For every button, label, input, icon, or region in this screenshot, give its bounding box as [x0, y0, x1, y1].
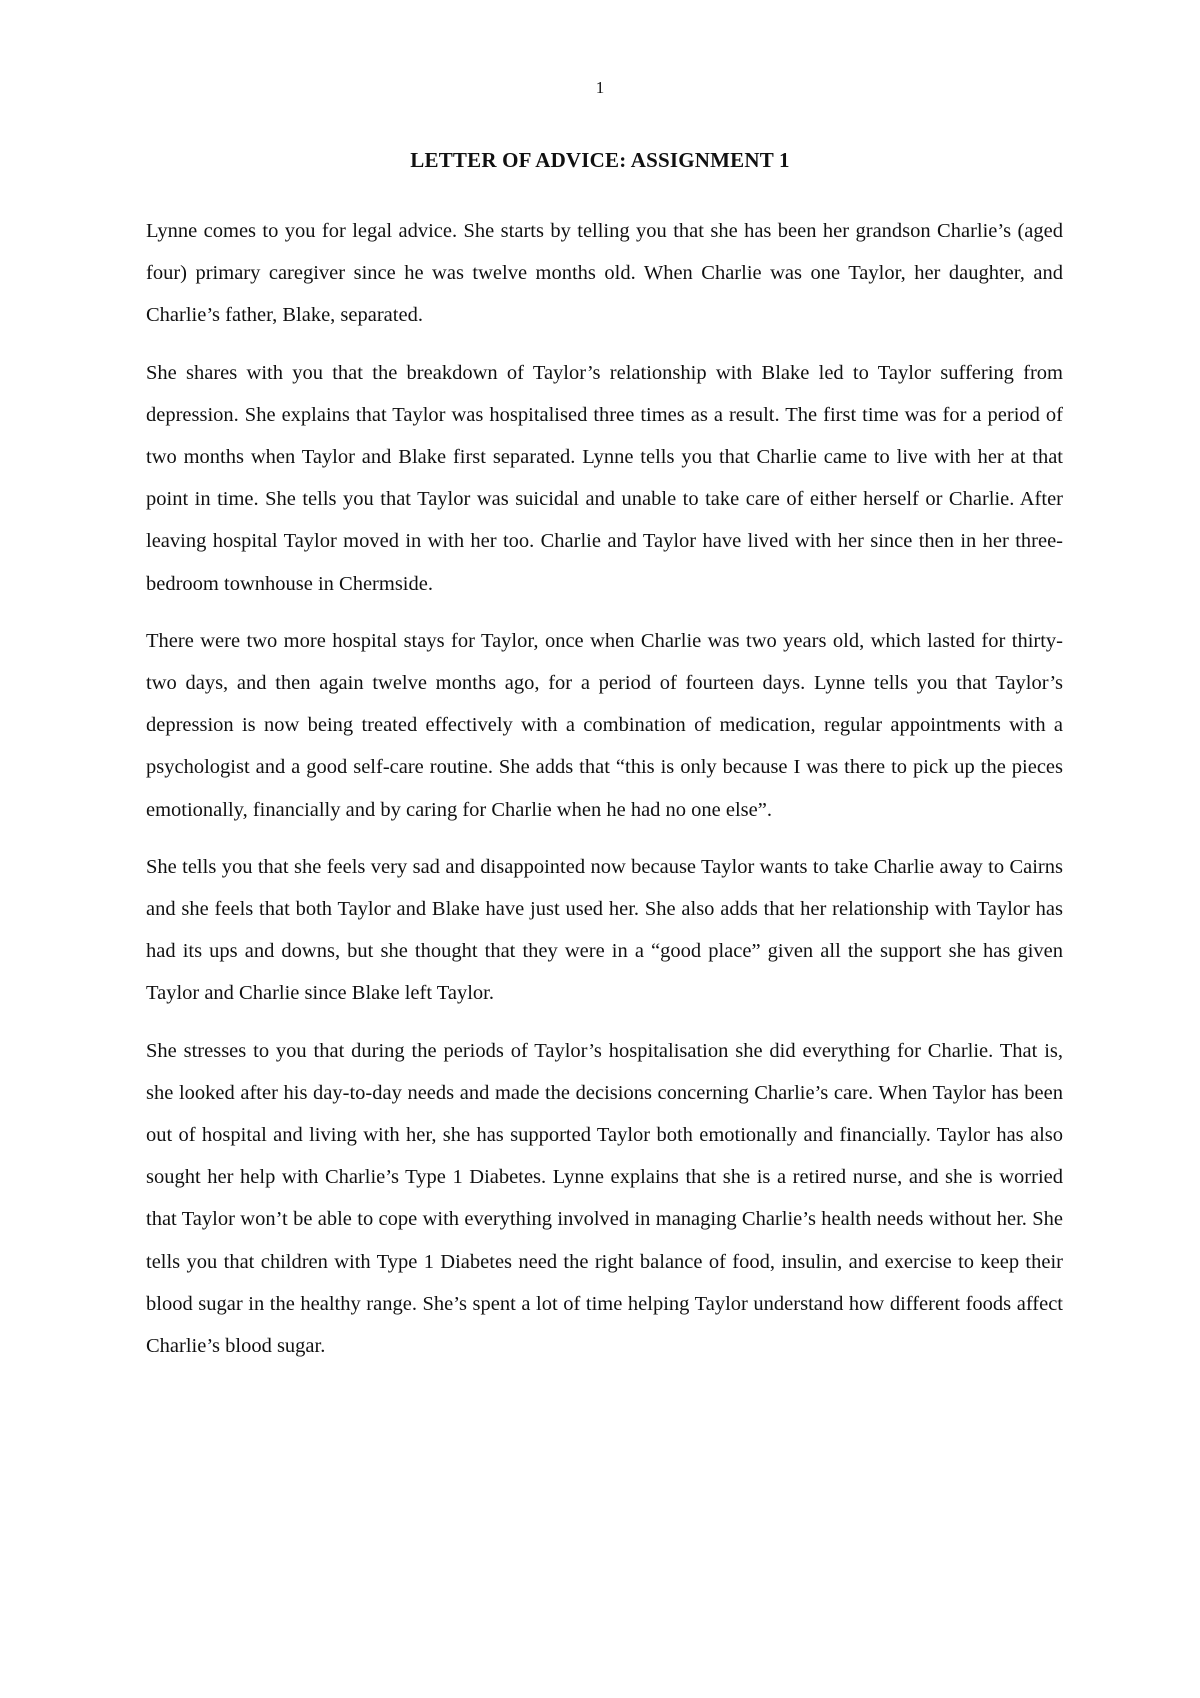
- page-number: 1: [595, 78, 605, 97]
- document-body: [146, 210, 1063, 1382]
- paragraph-5: She stresses to you that during the periods of Taylor’s hospitalisation she did everything for Charlie. That is, she looked after his day-to-day needs and made the decisions concerning Charlie’s care. When Taylor has been out of hospital and living with her, she has supported Taylor both emotionally and financially. Taylor has also sought her help with Charlie’s Type 1 Diabetes. Lynne explains that she is a retired nurse, and she is worried that Taylor won’t be able to cope with everything involved in managing Charlie’s health needs without her. She tells you that children with Type 1 Diabetes need the right balance of food, insulin, and exercise to keep their blood sugar in the healthy range. She’s spent a lot of time helping Taylor understand how different foods affect Charlie’s blood sugar.: [146, 1039, 1063, 1358]
- paragraph-3: There were two more hospital stays for Taylor, once when Charlie was two years old, which lasted for thirty-two days, and then again twelve months ago, for a period of fourteen days. Lynne tells you that Taylor’s depression is now being treated effectively with a combination of medication, regular appointments with a psychologist and a good self-care routine. She adds that “this is only because I was there to pick up the pieces emotionally, financially and by caring for Charlie when he had no one else”.: [146, 629, 1063, 821]
- paragraph-1: Lynne comes to you for legal advice. She starts by telling you that she has been her grandson Charlie’s (aged four) primary caregiver since he was twelve months old. When Charlie was one Taylor, her daughter, and Charlie’s father, Blake, separated.: [146, 220, 1063, 327]
- paragraph-2: She shares with you that the breakdown of Taylor’s relationship with Blake led to Taylor suffering from depression. She explains that Taylor was hospitalised three times as a result. The first time was for a period of two months when Taylor and Blake first separated. Lynne tells you that Charlie came to live with her at that point in time. She tells you that Taylor was suicidal and unable to take care of either herself or Charlie. After leaving hospital Taylor moved in with her too. Charlie and Taylor have lived with her since then in her three-bedroom townhouse in Chermside.: [146, 361, 1063, 595]
- paragraph-4: She tells you that she feels very sad and disappointed now because Taylor wants to take Charlie away to Cairns and she feels that both Taylor and Blake have just used her. She also adds that her relationship with Taylor has had its ups and downs, but she thought that they were in a “good place” given all the support she has given Taylor and Charlie since Blake left Taylor.: [146, 855, 1063, 1005]
- document-title: LETTER OF ADVICE: ASSIGNMENT 1: [410, 148, 790, 172]
